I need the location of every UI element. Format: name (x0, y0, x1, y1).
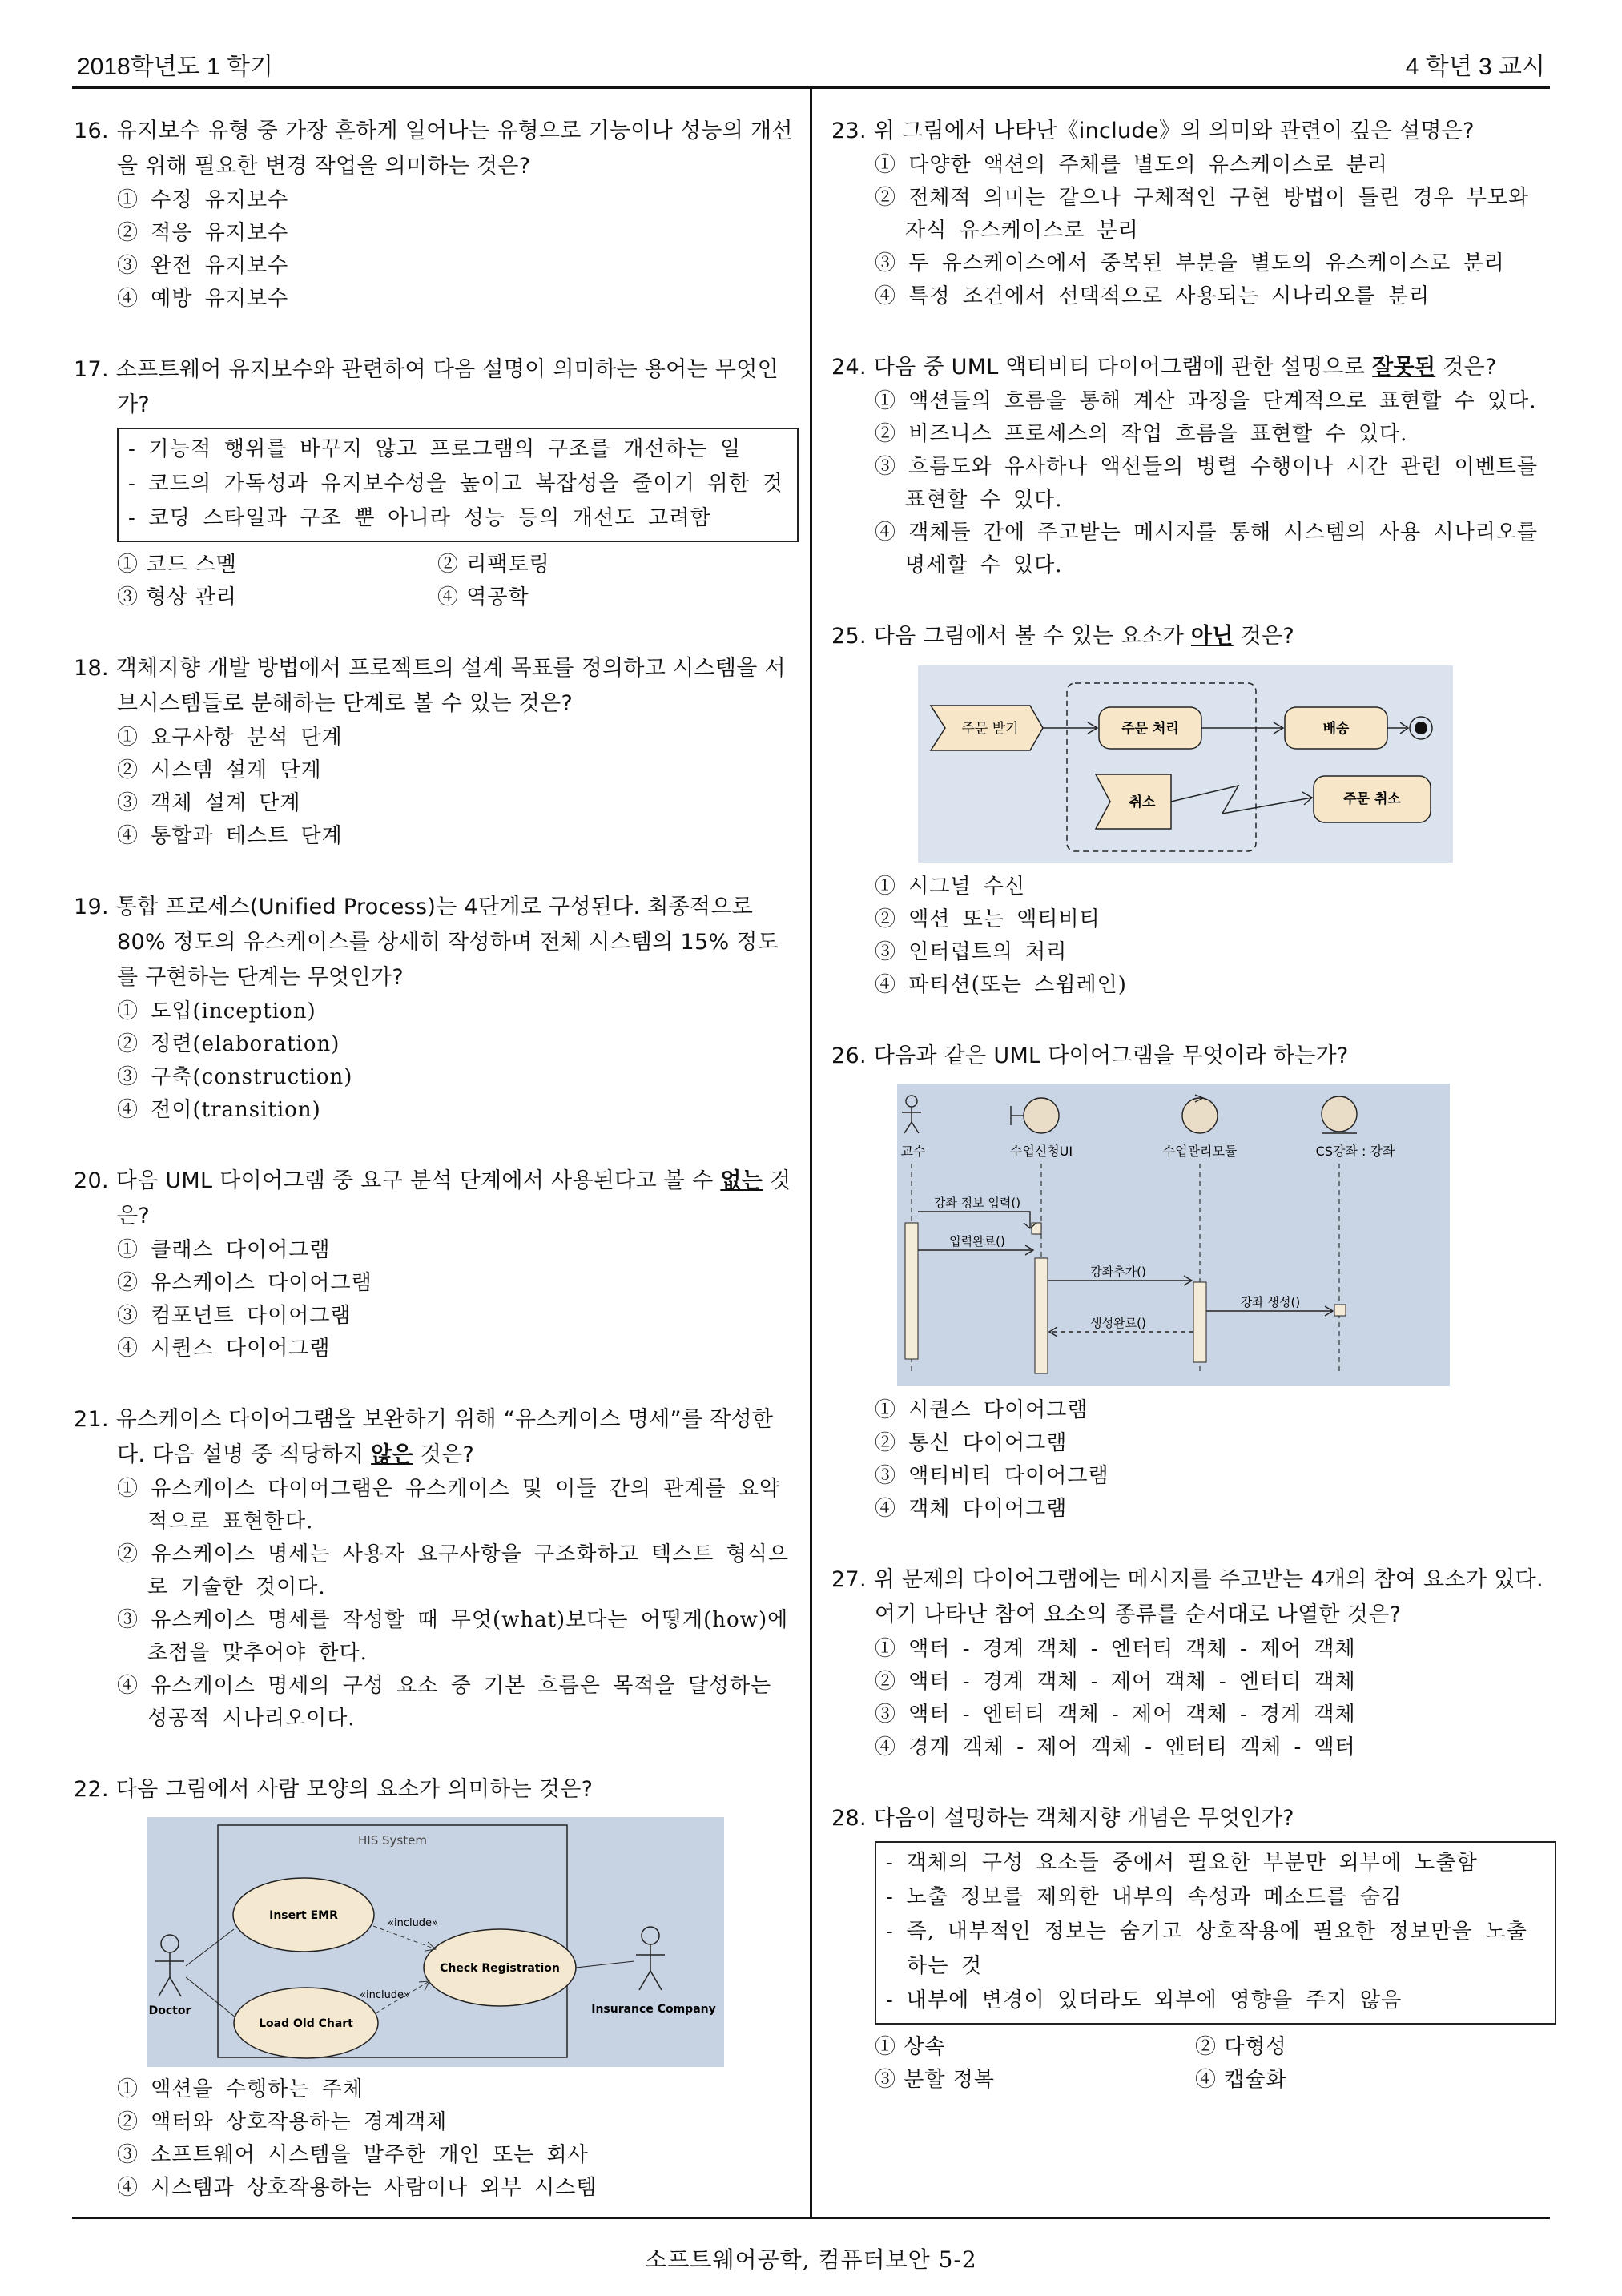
node-label: 주문 받기 (961, 721, 1019, 737)
diagram-background (918, 665, 1453, 863)
activation-bar (1334, 1305, 1346, 1316)
option[interactable]: ③ 구축(construction) (117, 1065, 353, 1089)
question-stem: 17. 소프트웨어 유지보수와 관련하여 다음 설명이 의미하는 용어는 무엇인가? (74, 357, 779, 417)
option[interactable]: ④ 전이(transition) (117, 1098, 321, 1122)
option[interactable]: ③ 유스케이스 명세를 작성할 때 무엇(what)보다는 어떻게(how)에 초점을 맞추어야 한다. (117, 1608, 789, 1665)
option[interactable]: ① 시퀀스 다이어그램 (875, 1398, 1089, 1422)
option[interactable]: ④ 시스템과 상호작용하는 사람이나 외부 시스템 (117, 2176, 598, 2200)
option[interactable]: ① 다양한 액션의 주체를 별도의 유스케이스로 분리 (875, 153, 1388, 177)
stem-text: 것은? (1233, 624, 1295, 649)
option[interactable]: ① 유스케이스 다이어그램은 유스케이스 및 이들 간의 관계를 요약적으로 표현한다. (117, 1477, 781, 1534)
node-label: 배송 (1322, 721, 1350, 737)
box-line: - 코드의 가독성과 유지보수성을 높이고 복잡성을 줄이기 위한 것 (128, 472, 783, 496)
option[interactable]: ③ 형상 관리 (117, 585, 237, 609)
period-label: 4 학년 3 교시 (1405, 54, 1545, 80)
option[interactable]: ③ 인터럽트의 처리 (875, 940, 1068, 964)
option[interactable]: ③ 액티비티 다이어그램 (875, 1464, 1109, 1488)
lifeline-label: 수업신청UI (1009, 1144, 1073, 1159)
diagram-background (147, 1817, 724, 2067)
question-25 (831, 619, 1556, 1002)
message-label: 생성완료() (1090, 1316, 1146, 1330)
node-label: 취소 (1129, 794, 1156, 810)
option[interactable]: ② 적응 유지보수 (117, 221, 289, 245)
sequence-diagram (897, 1084, 1450, 1386)
question-26 (831, 1039, 1556, 1526)
option[interactable]: ① 시그널 수신 (875, 875, 1026, 899)
activation-bar (905, 1223, 918, 1359)
activity-diagram (918, 665, 1453, 863)
stem-text: 것은? (413, 1442, 475, 1467)
option[interactable]: ① 액션들의 흐름을 통해 계산 과정을 단계적으로 표현할 수 있다. (875, 389, 1537, 413)
system-label: HIS System (358, 1833, 427, 1848)
stem-text: 것은? (1435, 355, 1497, 380)
option[interactable]: ② 액션 또는 액티비티 (875, 907, 1101, 931)
question-stem: 28. 다음이 설명하는 객체지향 개념은 무엇인가? (831, 1806, 1294, 1831)
option[interactable]: ① 요구사항 분석 단계 (117, 726, 343, 750)
option[interactable]: ② 액터와 상호작용하는 경계객체 (117, 2110, 448, 2134)
message-label: 강좌추가() (1090, 1265, 1146, 1279)
option[interactable]: ② 비즈니스 프로세스의 작업 흐름을 표현할 수 있다. (875, 422, 1408, 446)
stem-text: 것은? (117, 1168, 791, 1228)
question-stem: 22. 다음 그림에서 사람 모양의 요소가 의미하는 것은? (74, 1777, 594, 1802)
include-label: «include» (360, 1989, 411, 2001)
option[interactable]: ② 액터 - 경계 객체 - 제어 객체 - 엔터티 객체 (875, 1670, 1356, 1694)
activation-bar (1035, 1258, 1048, 1373)
column-divider (810, 86, 812, 2217)
question-28 (831, 1801, 1556, 2097)
activation-bar (1193, 1282, 1206, 1362)
box-line: - 기능적 행위를 바꾸지 않고 프로그램의 구조를 개선하는 일 (128, 437, 742, 461)
lifeline-label: 교수 (900, 1144, 926, 1159)
option[interactable]: ② 다형성 (1195, 2035, 1287, 2059)
question-27 (831, 1562, 1556, 1764)
actor-label: Insurance Company (591, 2003, 716, 2016)
question-18 (74, 651, 799, 853)
option[interactable]: ① 클래스 다이어그램 (117, 1238, 331, 1262)
option[interactable]: ③ 액터 - 엔터티 객체 - 제어 객체 - 경계 객체 (875, 1703, 1356, 1727)
option[interactable]: ② 유스케이스 다이어그램 (117, 1271, 372, 1295)
question-stem (831, 619, 1556, 654)
box-line: - 노출 정보를 제외한 내부의 속성과 메소드를 숨김 (886, 1885, 1403, 1909)
option[interactable]: ④ 시퀀스 다이어그램 (117, 1337, 331, 1361)
usecase-label: Load Old Chart (259, 2017, 353, 2030)
option[interactable]: ③ 객체 설계 단계 (117, 791, 301, 815)
node-label: 주문 취소 (1343, 791, 1401, 807)
option[interactable]: ① 코드 스멜 (117, 553, 237, 577)
question-stem: 16. 유지보수 유형 중 가장 흔하게 일어나는 유형으로 기능이나 성능의 개선을 위해 필요한 변경 작업을 의미하는 것은? (74, 119, 793, 179)
activation-bar (1032, 1223, 1041, 1234)
option[interactable]: ② 정련(elaboration) (117, 1032, 340, 1056)
usecase-diagram (147, 1817, 724, 2067)
usecase-diagram-svg (147, 1817, 724, 2067)
option[interactable]: ④ 객체들 간에 주고받는 메시지를 통해 시스템의 사용 시나리오를 명세할 수 있다. (875, 521, 1539, 577)
lifeline-label: CS강좌 : 강좌 (1315, 1144, 1395, 1159)
option[interactable]: ③ 완전 유지보수 (117, 254, 289, 278)
message-label: 입력완료() (949, 1234, 1005, 1249)
option[interactable]: ④ 역공학 (437, 585, 529, 609)
box-line: - 객체의 구성 요소들 중에서 필요한 부분만 외부에 노출함 (886, 1851, 1478, 1875)
stem-text: 25. 다음 그림에서 볼 수 있는 요소가 (831, 624, 1191, 649)
question-17 (74, 352, 799, 614)
question-stem: 18. 객체지향 개발 방법에서 프로젝트의 설계 목표를 정의하고 시스템을 서브시스템들로 분해하는 단계로 볼 수 있는 것은? (74, 656, 786, 716)
option[interactable]: ④ 파티션(또는 스윔레인) (875, 973, 1127, 997)
semester-label: 2018학년도 1 학기 (77, 54, 273, 80)
usecase-label: Check Registration (440, 1962, 560, 1975)
option[interactable]: ③ 분할 정복 (875, 2068, 995, 2092)
question-20 (74, 1164, 799, 1365)
left-column (74, 114, 799, 2242)
option[interactable]: ② 유스케이스 명세는 사용자 요구사항을 구조화하고 텍스트 형식으로 기술한 것이다. (117, 1542, 789, 1599)
node-label: 주문 처리 (1121, 721, 1179, 737)
option[interactable]: ① 수정 유지보수 (117, 188, 289, 212)
question-24 (831, 350, 1556, 582)
option[interactable]: ③ 컴포넌트 다이어그램 (117, 1304, 352, 1328)
question-stem (831, 350, 1556, 385)
option[interactable]: ④ 캡슐화 (1195, 2068, 1287, 2092)
question-stem: 23. 위 그림에서 나타난《include》의 의미와 관련이 깊은 설명은? (831, 119, 1475, 143)
option[interactable]: ④ 유스케이스 명세의 구성 요소 중 기본 흐름은 목적을 달성하는 성공적 시나리오이다. (117, 1674, 772, 1731)
option[interactable]: ① 도입(inception) (117, 999, 316, 1023)
definition-box (117, 428, 799, 542)
option[interactable]: ② 통신 다이어그램 (875, 1431, 1068, 1455)
option[interactable]: ④ 특정 조건에서 선택적으로 사용되는 시나리오를 분리 (875, 284, 1431, 308)
question-stem: 27. 위 문제의 다이어그램에는 메시지를 주고받는 4개의 참여 요소가 있다. 여기 나타난 참여 요소의 종류를 순서대로 나열한 것은? (831, 1567, 1544, 1627)
stem-text: 24. 다음 중 UML 액티비티 다이어그램에 관한 설명으로 (831, 355, 1373, 380)
activity-diagram-svg (918, 665, 1453, 863)
question-23 (831, 114, 1556, 313)
box-line: - 즉, 내부적인 정보는 숨기고 상호작용에 필요한 정보만을 노출하는 것 (886, 1920, 1528, 1978)
option[interactable]: ③ 흐름도와 유사하나 액션들의 병렬 수행이나 시간 관련 이벤트를 표현할 수 있다. (875, 455, 1539, 512)
include-label: «include» (388, 1917, 439, 1929)
sequence-diagram-svg (897, 1084, 1450, 1386)
page-footer: 소프트웨어공학, 컴퓨터보안 5-2 (645, 2246, 977, 2273)
emphasis-text: 없는 (720, 1168, 763, 1193)
page-header (72, 46, 1550, 88)
emphasis-text: 잘못된 (1372, 355, 1436, 380)
usecase-label: Insert EMR (269, 1909, 338, 1922)
question-19 (74, 890, 799, 1127)
option[interactable]: ② 전체적 의미는 같으나 구체적인 구현 방법이 틀린 경우 부모와 자식 유스케이스로 분리 (875, 186, 1530, 243)
option[interactable]: ④ 객체 다이어그램 (875, 1497, 1068, 1521)
actor-label: Doctor (148, 2004, 191, 2017)
question-stem: 26. 다음과 같은 UML 다이어그램을 무엇이라 하는가? (831, 1043, 1349, 1068)
option[interactable]: ④ 경계 객체 - 제어 객체 - 엔터티 객체 - 액터 (875, 1735, 1356, 1759)
emphasis-text: 아닌 (1190, 624, 1234, 649)
lifeline-label: 수업관리모듈 (1162, 1144, 1238, 1159)
box-line: - 코딩 스타일과 구조 뿐 아니라 성능 등의 개선도 고려함 (128, 506, 712, 530)
option[interactable]: ③ 소프트웨어 시스템을 발주한 개인 또는 회사 (117, 2143, 589, 2167)
option[interactable]: ③ 두 유스케이스에서 중복된 부분을 별도의 유스케이스로 분리 (875, 251, 1505, 275)
question-stem: 19. 통합 프로세스(Unified Process)는 4단계로 구성된다. 최종적으로 80% 정도의 유스케이스를 상세히 작성하며 전체 시스템의 15% 정도를 구현하는 단계는 무엇인가? (74, 895, 779, 990)
option[interactable]: ④ 예방 유지보수 (117, 287, 289, 311)
right-column (831, 114, 1556, 2133)
option[interactable]: ② 시스템 설계 단계 (117, 758, 322, 782)
option[interactable]: ① 액터 - 경계 객체 - 엔터티 객체 - 제어 객체 (875, 1637, 1356, 1661)
question-16 (74, 114, 799, 316)
option[interactable]: ① 상속 (875, 2035, 946, 2059)
box-line: - 내부에 변경이 있더라도 외부에 영향을 주지 않음 (886, 1988, 1403, 2013)
question-stem (74, 1164, 799, 1234)
stem-text: 21. 유스케이스 다이어그램을 보완하기 위해 “유스케이스 명세”를 작성한다. 다음 설명 중 적당하지 (74, 1407, 774, 1467)
question-21 (74, 1402, 799, 1735)
message-label: 강좌 정보 입력() (933, 1196, 1021, 1210)
stem-text: 20. 다음 UML 다이어그램 중 요구 분석 단계에서 사용된다고 볼 수 (74, 1168, 721, 1193)
option[interactable]: ② 리팩토링 (437, 553, 550, 577)
option[interactable]: ① 액션을 수행하는 주체 (117, 2077, 364, 2101)
emphasis-text: 않은 (371, 1442, 413, 1467)
final-node-dot (1415, 722, 1427, 734)
question-22 (74, 1772, 799, 2205)
message-label: 강좌 생성() (1240, 1295, 1301, 1309)
definition-box (875, 1841, 1556, 2025)
option[interactable]: ④ 통합과 테스트 단계 (117, 824, 343, 848)
question-stem (74, 1402, 799, 1473)
